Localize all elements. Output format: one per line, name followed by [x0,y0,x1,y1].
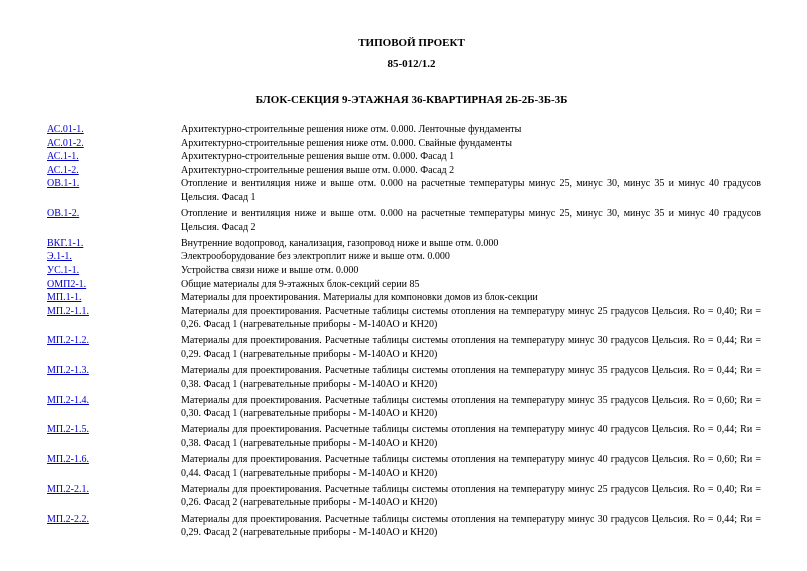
document-description: Электрооборудование без электроплит ниже и выше отм. 0.000 [181,251,450,263]
document-title: ТИПОВОЙ ПРОЕКТ [358,37,465,49]
list-item [47,305,761,335]
list-item [47,237,761,251]
list-item [47,164,761,178]
list-item [47,513,761,543]
list-item [47,453,761,483]
document-code-link[interactable]: ОМП2-1. [47,278,87,290]
document-description: Отопление и вентиляция ниже и выше отм. 0.000 на расчетные температуры минус 25, минус 30, минус 35 и минус 40 градусов Цельсия. Фасад 1 [181,178,761,203]
list-item [47,150,761,164]
list-item [47,177,761,207]
document-code-link[interactable]: МП.2-1.4. [47,394,89,406]
document-description: Материалы для проектирования. Материалы для компоновки домов из блок-секции [181,292,538,304]
project-code: 85-012/1.2 [387,58,436,70]
document-code-link[interactable]: АС.1-2. [47,164,79,176]
document-code-link[interactable]: МП.2-2.1. [47,483,89,495]
list-item [47,483,761,513]
document-description: Устройства связи ниже и выше отм. 0.000 [181,264,359,276]
list-item [47,364,761,394]
document-code-link[interactable]: МП.2-1.2. [47,335,89,347]
document-code-link[interactable]: Э.1-1. [47,251,72,263]
list-item [47,137,761,151]
document-code-link[interactable]: ОВ.1-1. [47,178,80,190]
list-item [47,250,761,264]
list-item [47,334,761,364]
document-description: Материалы для проектирования. Расчетные таблицы системы отопления на температуру минус 25 градусов Цельсия. Ro = 0,40; Rи = 0,26. Фасад 2 (нагревательные приборы - М-140АО и КН20) [181,483,761,509]
section-subtitle: БЛОК-СЕКЦИЯ 9-ЭТАЖНАЯ 36-КВАРТИРНАЯ 2Б-2Б-3Б-3Б [255,94,568,106]
document-description: Общие материалы для 9-этажных блок-секций серии 85 [181,278,420,290]
document-description: Архитектурно-строительные решения ниже отм. 0.000. Ленточные фундаменты [181,124,522,135]
document-description: Материалы для проектирования. Расчетные таблицы системы отопления на температуру минус 35 градусов Цельсия. Ro = 0,44; Rи = 0,38. Фасад 1 (нагревательные приборы - М-140АО и КН20) [181,365,761,390]
document-description: Внутренние водопровод, канализация, газопровод ниже и выше отм. 0.000 [181,237,499,249]
document-code-link[interactable]: ОВ.1-2. [47,208,80,220]
document-code-link[interactable]: МП.2-2.2. [47,513,89,525]
document-description: Архитектурно-строительные решения выше отм. 0.000. Фасад 2 [181,164,455,176]
document-code-link[interactable]: МП.1-1. [47,292,82,304]
document-description: Архитектурно-строительные решения ниже отм. 0.000. Свайные фундаменты [181,137,512,149]
list-item [47,394,761,424]
document-description: Материалы для проектирования. Расчетные таблицы системы отопления на температуру минус 25 градусов Цельсия. Ro = 0,40; Rи = 0,26. Фасад 1 (нагревательные приборы - М-140АО и КН20) [181,305,761,331]
document-code-link[interactable]: МП.2-1.5. [47,424,89,436]
document-code-link[interactable]: МП.2-1.1. [47,305,89,317]
document-description: Архитектурно-строительные решения выше отм. 0.000. Фасад 1 [181,151,455,163]
document-list [47,123,761,542]
document-description: Материалы для проектирования. Расчетные таблицы системы отопления на температуру минус 30 градусов Цельсия. Ro = 0,44; Rи = 0,29. Фасад 1 (нагревательные приборы - М-140АО и КН20) [181,335,761,360]
document-code-link[interactable]: МП.2-1.3. [47,365,89,377]
document-description: Материалы для проектирования. Расчетные таблицы системы отопления на температуру минус 40 градусов Цельсия. Ro = 0,44; Rи = 0,38. Фасад 1 (нагревательные приборы - М-140АО и КН20) [181,424,761,450]
document-description: Материалы для проектирования. Расчетные таблицы системы отопления на температуру минус 40 градусов Цельсия. Ro = 0,60; Rи = 0,44. Фасад 1 (нагревательные приборы - М-140АО и КН20) [181,454,761,479]
document-code-link[interactable]: МП.2-1.6. [47,454,89,466]
list-item [47,423,761,453]
document-code-link[interactable]: АС.01-1. [47,124,84,135]
document-description: Отопление и вентиляция ниже и выше отм. 0.000 на расчетные температуры минус 25, минус 30, минус 35 и минус 40 градусов Цельсия. Фасад 2 [181,208,761,233]
list-item [47,123,761,137]
list-item [47,291,761,305]
list-item [47,278,761,292]
document-description: Материалы для проектирования. Расчетные таблицы системы отопления на температуру минус 30 градусов Цельсия. Ro = 0,44; Rи = 0,29. Фасад 2 (нагревательные приборы - М-140АО и КН20) [181,513,761,539]
list-item [47,264,761,278]
document-code-link[interactable]: АС.01-2. [47,137,84,149]
document-code-link[interactable]: УС.1-1. [47,264,80,276]
document-description: Материалы для проектирования. Расчетные таблицы системы отопления на температуру минус 35 градусов Цельсия. Ro = 0,60; Rи = 0,30. Фасад 1 (нагревательные приборы - М-140АО и КН20) [181,394,761,420]
list-item [47,207,761,237]
document-code-link[interactable]: ВКГ.1-1. [47,237,84,249]
document-code-link[interactable]: АС.1-1. [47,151,79,163]
